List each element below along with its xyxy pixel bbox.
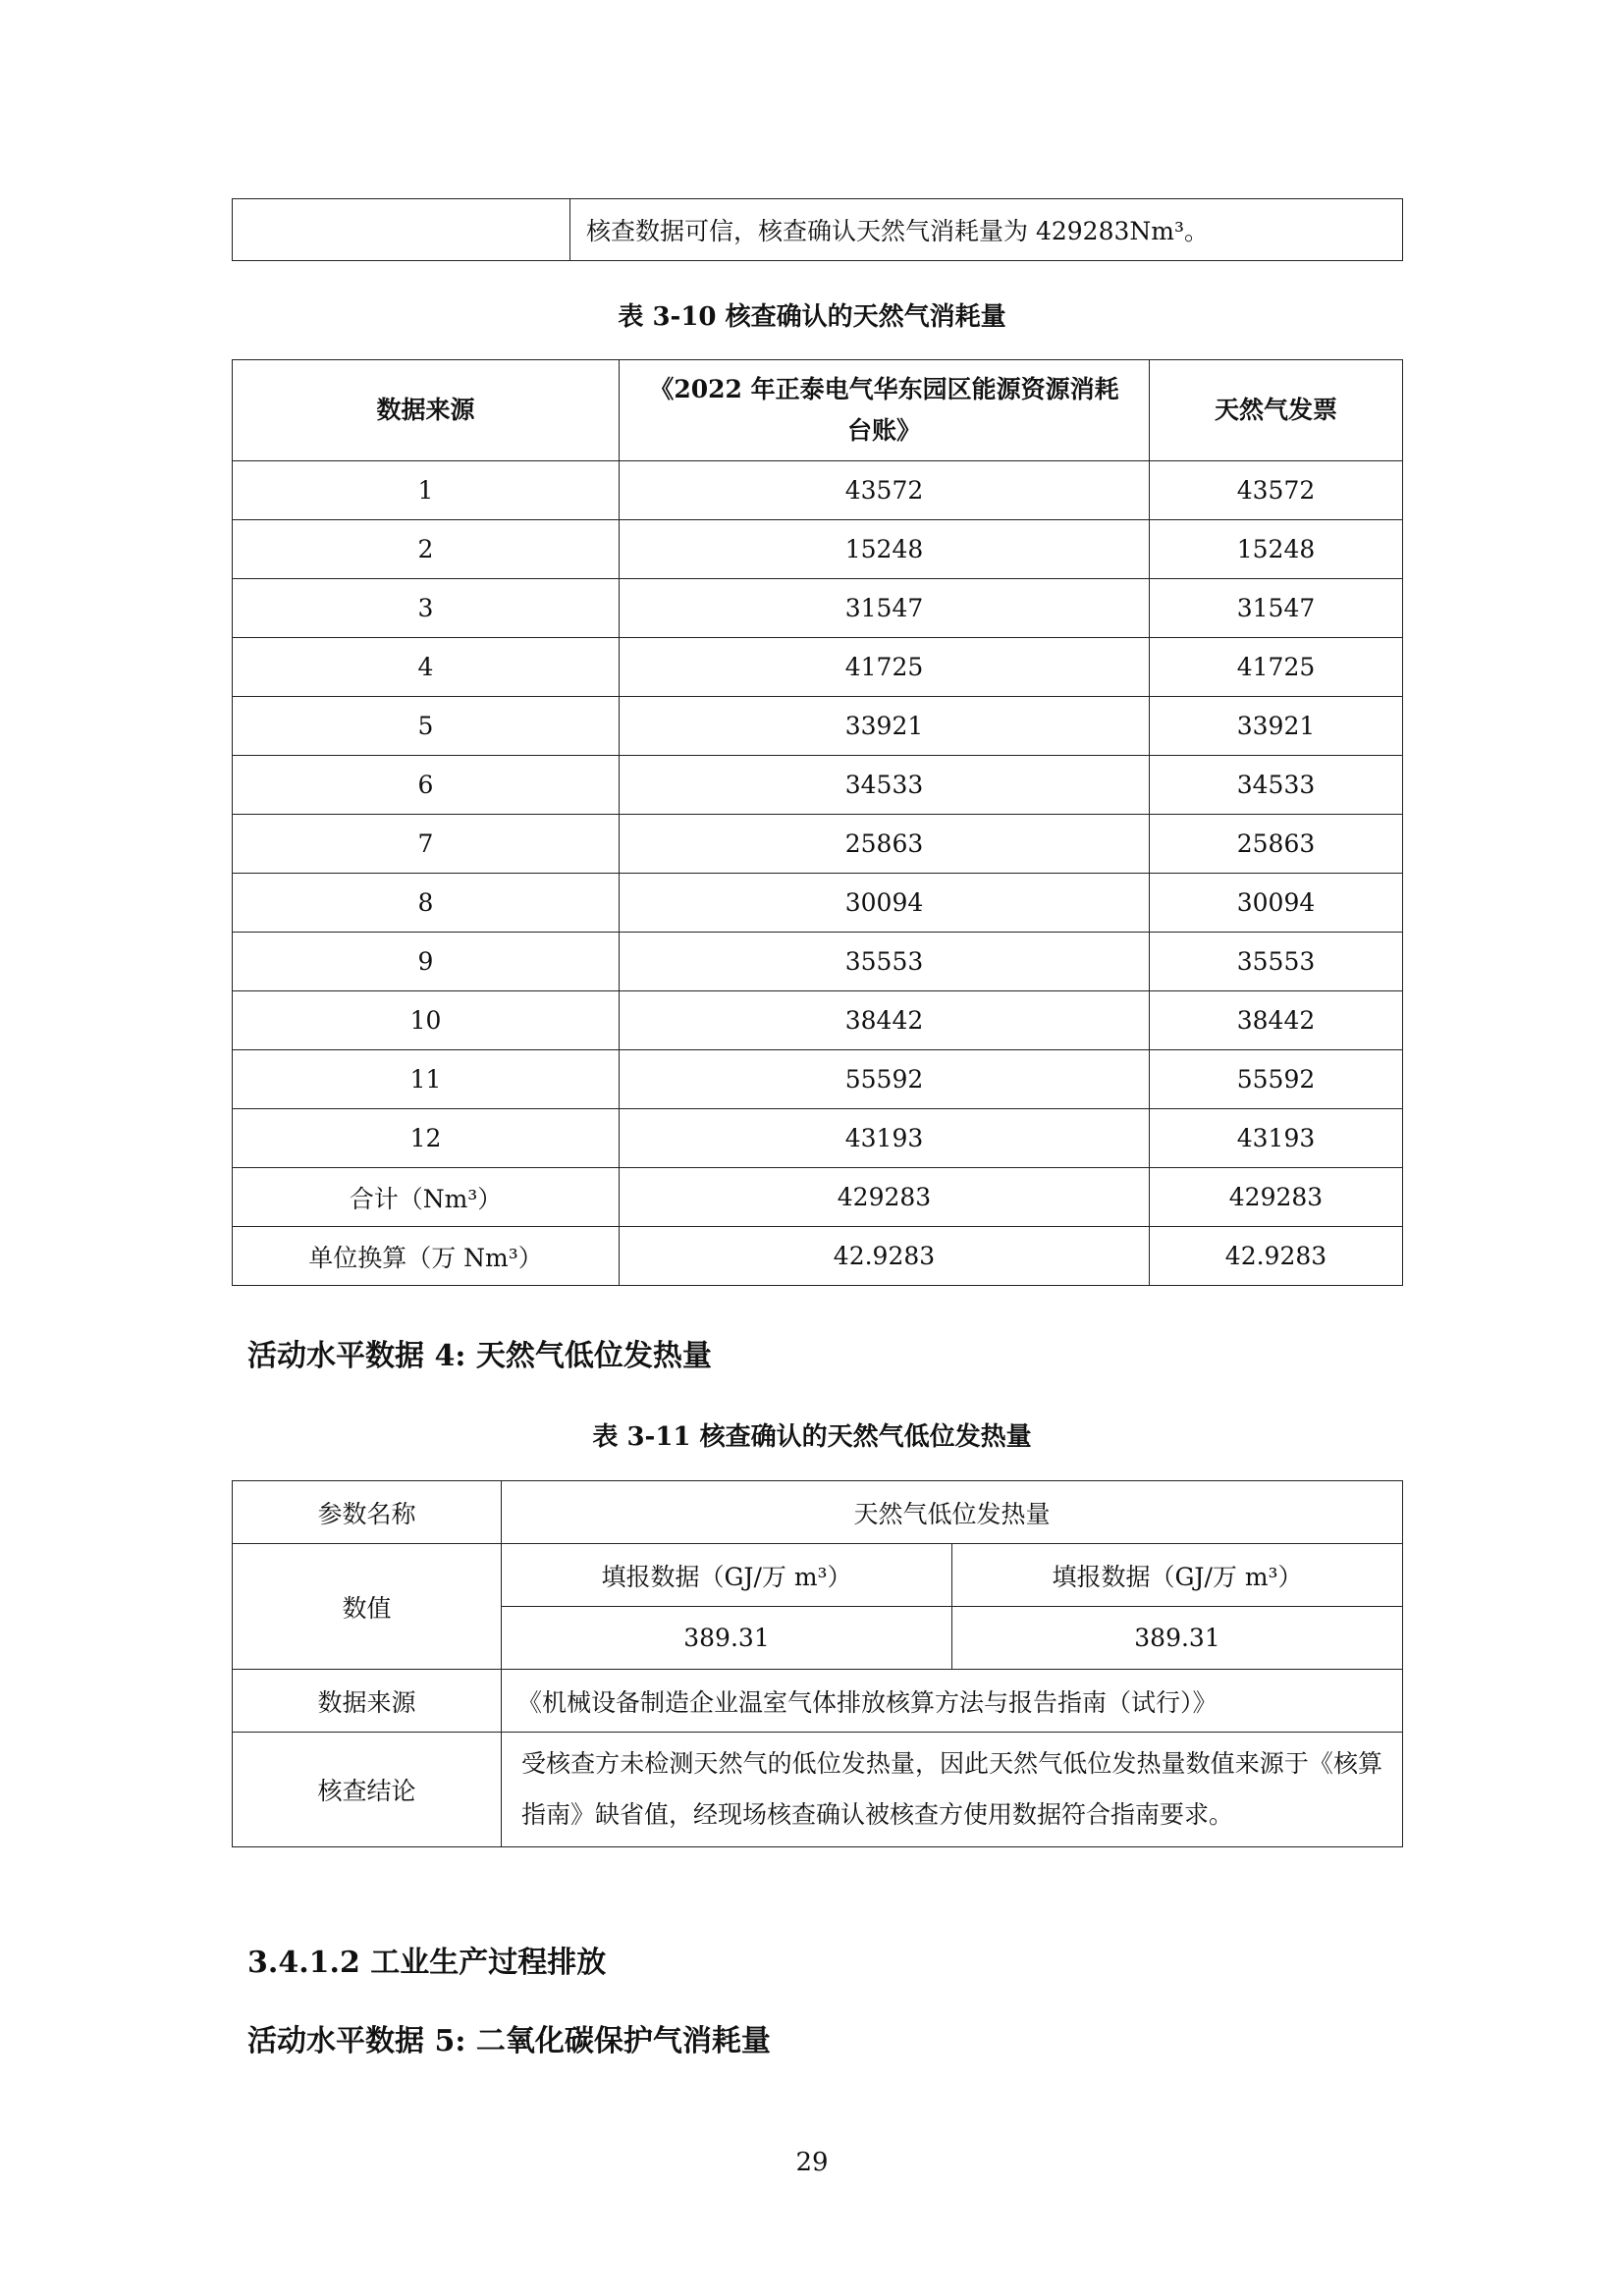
table-3-11-caption: 表 3-11 核查确认的天然气低位发热量 (592, 1422, 1032, 1452)
param-name-value: 天然气低位发热量 (502, 1481, 1403, 1544)
table-row (233, 1050, 1403, 1109)
invoice-value-cell: 55592 (1150, 1050, 1403, 1109)
column-header: 天然气发票 (1150, 360, 1403, 461)
ledger-value-cell: 41725 (620, 638, 1150, 697)
invoice-value-cell: 15248 (1150, 520, 1403, 579)
invoice-value-cell: 31547 (1150, 579, 1403, 638)
invoice-value-cell: 429283 (1150, 1168, 1403, 1227)
table-row (233, 461, 1403, 520)
table-row (233, 697, 1403, 756)
ledger-value-cell: 34533 (620, 756, 1150, 815)
table-row (233, 199, 1403, 261)
invoice-value-cell: 33921 (1150, 697, 1403, 756)
invoice-value-cell: 42.9283 (1150, 1227, 1403, 1286)
table-row (233, 1670, 1403, 1733)
conclusion-label: 核查结论 (233, 1733, 502, 1847)
row-label-cell: 2 (233, 520, 620, 579)
ledger-value-cell: 30094 (620, 874, 1150, 933)
row-label-cell: 5 (233, 697, 620, 756)
table-row (233, 1733, 1403, 1847)
table-row (233, 638, 1403, 697)
value-verified: 389.31 (952, 1607, 1403, 1670)
row-label-cell: 10 (233, 991, 620, 1050)
conclusion-value: 受核查方未检测天然气的低位发热量，因此天然气低位发热量数值来源于《核算指南》缺省值，经现场核查确认被核查方使用数据符合指南要求。 (502, 1733, 1403, 1847)
invoice-value-cell: 43193 (1150, 1109, 1403, 1168)
value-label: 数值 (233, 1544, 502, 1670)
table-row (233, 815, 1403, 874)
value-header-verified: 填报数据（GJ/万 m³） (952, 1544, 1403, 1607)
table-3-11 (232, 1480, 1403, 1847)
table-row (233, 520, 1403, 579)
table-row (233, 1109, 1403, 1168)
table-row (233, 1168, 1403, 1227)
section-heading-activity-4: 活动水平数据 4: 天然气低位发热量 (247, 1339, 712, 1373)
invoice-value-cell: 41725 (1150, 638, 1403, 697)
row-label-cell: 7 (233, 815, 620, 874)
continued-table (232, 198, 1403, 261)
invoice-value-cell: 25863 (1150, 815, 1403, 874)
invoice-value-cell: 35553 (1150, 933, 1403, 991)
source-value: 《机械设备制造企业温室气体排放核算方法与报告指南（试行）》 (502, 1670, 1403, 1733)
table-row (233, 991, 1403, 1050)
ledger-value-cell: 43193 (620, 1109, 1150, 1168)
ledger-value-cell: 42.9283 (620, 1227, 1150, 1286)
value-reported: 389.31 (502, 1607, 952, 1670)
row-label-cell: 1 (233, 461, 620, 520)
row-label-cell: 8 (233, 874, 620, 933)
ledger-value-cell: 33921 (620, 697, 1150, 756)
ledger-value-cell: 25863 (620, 815, 1150, 874)
row-label-cell: 单位换算（万 Nm³） (233, 1227, 620, 1286)
section-heading-3-4-1-2: 3.4.1.2 工业生产过程排放 (247, 1946, 607, 1980)
table-row (233, 1481, 1403, 1544)
row-label-cell: 合计（Nm³） (233, 1168, 620, 1227)
table-row (233, 1544, 1403, 1607)
column-header: 《2022 年正泰电气华东园区能源资源消耗台账》 (620, 360, 1150, 461)
invoice-value-cell: 43572 (1150, 461, 1403, 520)
table-row (233, 756, 1403, 815)
invoice-value-cell: 30094 (1150, 874, 1403, 933)
table-header-row (233, 360, 1403, 461)
ledger-value-cell: 429283 (620, 1168, 1150, 1227)
ledger-value-cell: 43572 (620, 461, 1150, 520)
row-label-cell: 4 (233, 638, 620, 697)
row-label-cell: 6 (233, 756, 620, 815)
table-row (233, 874, 1403, 933)
row-label-cell: 3 (233, 579, 620, 638)
table-3-10-caption: 表 3-10 核查确认的天然气消耗量 (618, 302, 1006, 332)
ledger-value-cell: 15248 (620, 520, 1150, 579)
invoice-value-cell: 34533 (1150, 756, 1403, 815)
row-label-cell: 12 (233, 1109, 620, 1168)
param-name-label: 参数名称 (233, 1481, 502, 1544)
column-header: 数据来源 (233, 360, 620, 461)
table-body (233, 461, 1403, 1286)
invoice-value-cell: 38442 (1150, 991, 1403, 1050)
row-label-cell: 9 (233, 933, 620, 991)
verification-conclusion-text: 核查数据可信，核查确认天然气消耗量为 429283Nm³。 (570, 199, 1403, 261)
ledger-value-cell: 31547 (620, 579, 1150, 638)
source-label: 数据来源 (233, 1670, 502, 1733)
ledger-value-cell: 38442 (620, 991, 1150, 1050)
table-3-10 (232, 359, 1403, 1286)
ledger-value-cell: 35553 (620, 933, 1150, 991)
section-heading-activity-5: 活动水平数据 5: 二氧化碳保护气消耗量 (247, 2024, 771, 2058)
table-row (233, 933, 1403, 991)
row-label-cell: 11 (233, 1050, 620, 1109)
table-row (233, 579, 1403, 638)
table-cell-empty (233, 199, 570, 261)
value-header-reported: 填报数据（GJ/万 m³） (502, 1544, 952, 1607)
ledger-value-cell: 55592 (620, 1050, 1150, 1109)
table-row (233, 1227, 1403, 1286)
page-number: 29 (795, 2148, 829, 2177)
